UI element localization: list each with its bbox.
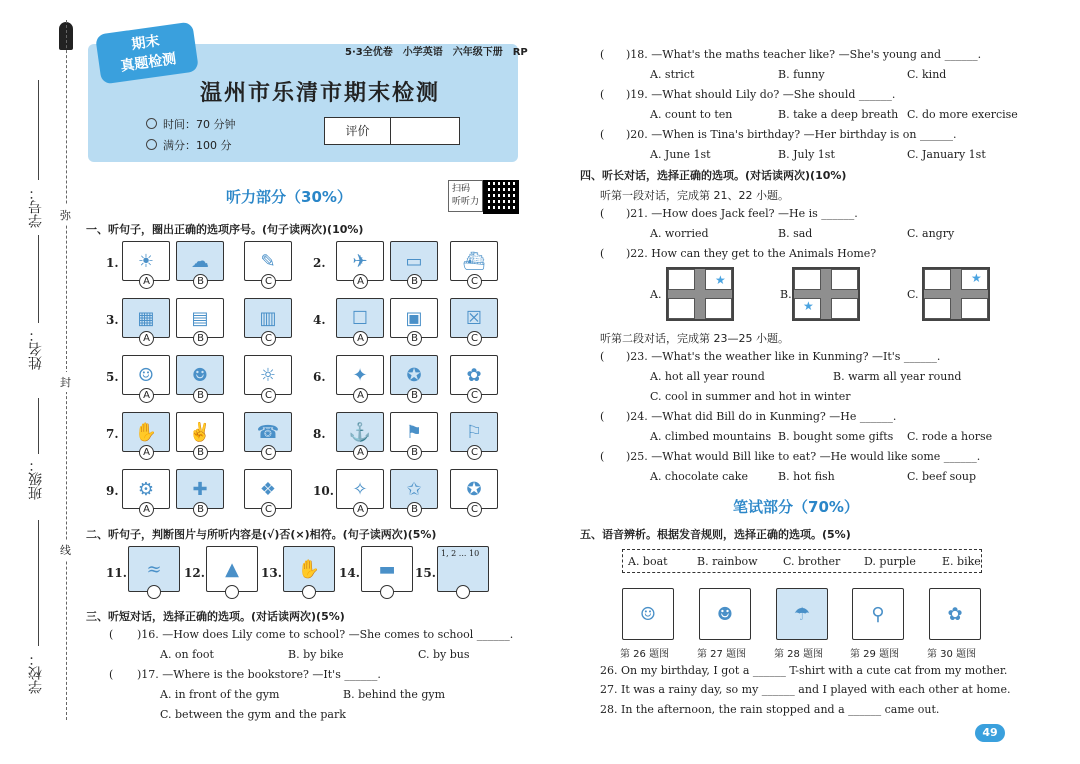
q21-paren[interactable]: ( [600,207,605,220]
q23-option-b[interactable]: B. warm all year round [833,370,962,383]
q24-paren[interactable]: ( [600,410,605,423]
q29-picture: ⚲ [852,588,904,640]
q23-option-c[interactable]: C. cool in summer and hot in winter [650,390,851,403]
choice-c: C. brother [783,555,841,568]
q24-stem: )24. —What did Bill do in Kunming? —He ______. [626,410,897,423]
q10-picture-a: ✧ [336,469,384,509]
q9-picture-b: ✚ [176,469,224,509]
q25-stem: )25. —What would Bill like to eat? —He would like some ______. [626,450,981,463]
q12-answer-circle[interactable] [225,585,239,599]
q30-picture-label: 第 30 题图 [927,649,977,660]
q10-option-b[interactable]: B [407,502,422,517]
q7-option-b[interactable]: B [193,445,208,460]
question-1-number: 1. [106,256,119,270]
q18-stem: )18. —What's the maths teacher like? —She's young and ______. [626,48,982,61]
evaluation-box [324,117,460,145]
question-2-number: 2. [313,256,326,270]
series-label: 5·3全优卷 小学英语 六年级下册 RP [345,47,528,58]
clock-icon [146,118,157,129]
dialog1-instruction: 听第一段对话，完成第 21、22 小题。 [600,189,789,202]
q18-option-a[interactable]: A. strict [650,68,695,81]
q1-picture-b: ☁ [176,241,224,281]
binding-line [66,20,67,720]
class-label: 班级： [28,458,44,500]
q22-stem: )22. How can they get to the Animals Home? [626,247,877,260]
q6-option-c[interactable]: C [467,388,482,403]
badge-line-1: 期末 [130,33,161,53]
q22-map-a[interactable] [666,267,734,321]
name-label: 姓名： [28,328,44,370]
question-9-number: 9. [106,484,119,498]
q10-option-a[interactable]: A [353,502,368,517]
q28-picture: ☂ [776,588,828,640]
q17-option-c[interactable]: C. between the gym and the park [160,708,346,721]
q2-option-c[interactable]: C [467,274,482,289]
q25-option-a[interactable]: A. chocolate cake [650,470,748,483]
q8-option-c[interactable]: C [467,445,482,460]
q26-picture: ☺ [622,588,674,640]
q11-picture: ≈ [128,546,180,592]
q16-stem: )16. —How does Lily come to school? —She comes to school ______. [137,628,514,641]
q26-picture-label: 第 26 题图 [620,649,670,660]
q23-option-a[interactable]: A. hot all year round [650,370,765,383]
q5-picture-c: ☼ [244,355,292,395]
part1-title: 一、听句子，圈出正确的选项序号。(句子读两次)(10%) [86,223,364,236]
q12-picture: ▲ [206,546,258,592]
part2-title: 二、听句子，判断图片与所听内容是(√)否(×)相符。(句子读两次)(5%) [86,528,437,541]
q17-paren[interactable]: ( [109,668,114,681]
time-text: 时间：70 分钟 [163,118,236,131]
star-icon: ★ [971,271,982,285]
part3-title: 三、听短对话，选择正确的选项。(对话读两次)(5%) [86,610,345,623]
page-title: 温州市乐清市期末检测 [200,81,441,106]
q21-option-a[interactable]: A. worried [650,227,709,240]
student-id-field[interactable] [38,80,39,180]
q8-option-b[interactable]: B [407,445,422,460]
q6-picture-c: ✿ [450,355,498,395]
bind-word-feng: 封 [60,372,71,392]
q13-answer-circle[interactable] [302,585,316,599]
q3-option-a[interactable]: A [139,331,154,346]
q7-picture-a: ✋ [122,412,170,452]
star-icon: ★ [803,299,814,313]
scan-line-1: 扫码 [452,184,471,194]
q27-picture-label: 第 27 题图 [697,649,747,660]
q17-option-b[interactable]: B. behind the gym [343,688,446,701]
q7-option-a[interactable]: A [139,445,154,460]
q24-option-c[interactable]: C. rode a horse [907,430,993,443]
evaluation-field[interactable] [391,118,459,144]
q1-option-c[interactable]: C [261,274,276,289]
q21-option-c[interactable]: C. angry [907,227,955,240]
q25-paren[interactable]: ( [600,450,605,463]
q7-picture-c: ☎ [244,412,292,452]
choice-d: D. purple [864,555,916,568]
q6-picture-a: ✦ [336,355,384,395]
q9-option-a[interactable]: A [139,502,154,517]
class-field[interactable] [38,398,39,454]
q27-sentence: 27. It was a rainy day, so my ______ and I played with each other at home. [600,683,1011,696]
q10-picture-b: ✩ [390,469,438,509]
q5-option-b[interactable]: B [193,388,208,403]
q5-picture-b: ☻ [176,355,224,395]
q18-option-b[interactable]: B. funny [778,68,825,81]
question-15-number: 15. [415,566,436,580]
q5-option-c[interactable]: C [261,388,276,403]
evaluation-label: 评价 [325,118,391,144]
q5-picture-a: ☺ [122,355,170,395]
q21-stem: )21. —How does Jack feel? —He is ______. [626,207,858,220]
q4-option-a[interactable]: A [353,331,368,346]
qr-code[interactable] [483,180,519,214]
q7-option-c[interactable]: C [261,445,276,460]
q19-stem: )19. —What should Lily do? —She should ______. [626,88,896,101]
time-info [146,116,236,132]
q14-picture: ▬ [361,546,413,592]
name-field[interactable] [38,235,39,323]
q10-option-c[interactable]: C [467,502,482,517]
part4-title: 四、听长对话，选择正确的选项。(对话读两次)(10%) [580,169,847,182]
choice-b: B. rainbow [697,555,758,568]
q7-picture-b: ✌ [176,412,224,452]
q23-paren[interactable]: ( [600,350,605,363]
q2-picture-b: ▭ [390,241,438,281]
q22-map-b[interactable] [792,267,860,321]
part5-title: 五、语音辨析。根据发音规则，选择正确的选项。(5%) [580,528,851,541]
q27-picture: ☻ [699,588,751,640]
q25-option-b[interactable]: B. hot fish [778,470,835,483]
choice-e: E. bike [942,555,981,568]
question-7-number: 7. [106,427,119,441]
q1-option-b[interactable]: B [193,274,208,289]
q6-option-a[interactable]: A [353,388,368,403]
q16-option-a[interactable]: A. on foot [160,648,214,661]
q14-answer-circle[interactable] [380,585,394,599]
choice-a: A. boat [628,555,668,568]
question-13-number: 13. [261,566,282,580]
q21-option-b[interactable]: B. sad [778,227,813,240]
q3-option-c[interactable]: C [261,331,276,346]
q4-picture-a: ☐ [336,298,384,338]
q20-option-a[interactable]: A. June 1st [650,148,711,161]
q9-option-b[interactable]: B [193,502,208,517]
star-icon: ★ [715,273,726,287]
q24-option-a[interactable]: A. climbed mountains [650,430,772,443]
q2-option-a[interactable]: A [353,274,368,289]
q24-option-b[interactable]: B. bought some gifts [778,430,894,443]
question-10-number: 10. [313,484,334,498]
q6-picture-b: ✪ [390,355,438,395]
q8-picture-c: ⚐ [450,412,498,452]
q1-picture-c: ✎ [244,241,292,281]
q16-option-b[interactable]: B. by bike [288,648,344,661]
question-11-number: 11. [106,566,127,580]
q1-picture-a: ☀ [122,241,170,281]
q20-option-c[interactable]: C. January 1st [907,148,986,161]
q16-paren[interactable]: ( [109,628,114,641]
q18-paren[interactable]: ( [600,48,605,61]
q8-picture-a: ⚓ [336,412,384,452]
q19-paren[interactable]: ( [600,88,605,101]
q22-map-c[interactable] [922,267,990,321]
q29-picture-label: 第 29 题图 [850,649,900,660]
q2-option-b[interactable]: B [407,274,422,289]
score-text: 满分：100 分 [163,139,232,152]
scan-line-2: 听听力 [452,197,480,207]
q23-stem: )23. —What's the weather like in Kunming? —It's ______. [626,350,941,363]
q10-picture-c: ✪ [450,469,498,509]
check-icon [146,139,157,150]
school-label: 学校： [28,652,44,694]
page-number: 49 [975,724,1005,742]
q17-option-a[interactable]: A. in front of the gym [160,688,280,701]
score-info [146,137,232,153]
q28-picture-label: 第 28 题图 [774,649,824,660]
q3-option-b[interactable]: B [193,331,208,346]
q3-picture-b: ▤ [176,298,224,338]
q9-picture-a: ⚙ [122,469,170,509]
q2-picture-a: ✈ [336,241,384,281]
q20-paren[interactable]: ( [600,128,605,141]
q8-option-a[interactable]: A [353,445,368,460]
question-5-number: 5. [106,370,119,384]
q9-option-c[interactable]: C [261,502,276,517]
q4-picture-b: ▣ [390,298,438,338]
q25-option-c[interactable]: C. beef soup [907,470,977,483]
binding-margin [0,0,72,764]
student-id-label: 学号： [28,186,44,228]
q15-answer-circle[interactable] [456,585,470,599]
q20-option-b[interactable]: B. July 1st [778,148,835,161]
badge-line-2: 真题检测 [119,51,178,75]
q28-sentence: 28. In the afternoon, the rain stopped and a ______ came out. [600,703,940,716]
q18-option-c[interactable]: C. kind [907,68,947,81]
q8-picture-b: ⚑ [390,412,438,452]
q11-answer-circle[interactable] [147,585,161,599]
q3-picture-a: ▦ [122,298,170,338]
bind-word-mi: 弥 [60,205,71,225]
q6-option-b[interactable]: B [407,388,422,403]
q5-option-a[interactable]: A [139,388,154,403]
q19-option-a[interactable]: A. count to ten [650,108,733,121]
question-12-number: 12. [184,566,205,580]
q1-option-a[interactable]: A [139,274,154,289]
q22-option-b[interactable]: B. [780,288,792,301]
dialog2-instruction: 听第二段对话，完成第 23—25 小题。 [600,332,789,345]
q26-sentence: 26. On my birthday, I got a ______ T-shirt with a cute cat from my mother. [600,664,1008,677]
q4-option-c[interactable]: C [467,331,482,346]
q20-stem: )20. —When is Tina's birthday? —Her birthday is on ______. [626,128,957,141]
q19-option-c[interactable]: C. do more exercise [907,108,1018,121]
question-14-number: 14. [339,566,360,580]
q30-picture: ✿ [929,588,981,640]
q17-stem: )17. —Where is the bookstore? —It's ______. [137,668,381,681]
q22-option-c[interactable]: C. [907,288,919,301]
scan-label [448,180,483,212]
q2-picture-c: ⛴ [450,241,498,281]
question-3-number: 3. [106,313,119,327]
q19-option-b[interactable]: B. take a deep breath [778,108,899,121]
question-8-number: 8. [313,427,326,441]
q15-picture-text: 1, 2 ... 10 [441,549,480,558]
school-field[interactable] [38,520,39,646]
q22-option-a[interactable]: A. [650,288,662,301]
q3-picture-c: ▥ [244,298,292,338]
q4-picture-c: ☒ [450,298,498,338]
writing-section-title: 笔试部分（70%） [733,498,859,516]
question-6-number: 6. [313,370,326,384]
q4-option-b[interactable]: B [407,331,422,346]
q22-paren[interactable]: ( [600,247,605,260]
question-4-number: 4. [313,313,326,327]
q9-picture-c: ❖ [244,469,292,509]
listening-section-title: 听力部分（30%） [226,188,352,206]
bind-word-xian: 线 [60,540,71,560]
q13-picture: ✋ [283,546,335,592]
q16-option-c[interactable]: C. by bus [418,648,470,661]
